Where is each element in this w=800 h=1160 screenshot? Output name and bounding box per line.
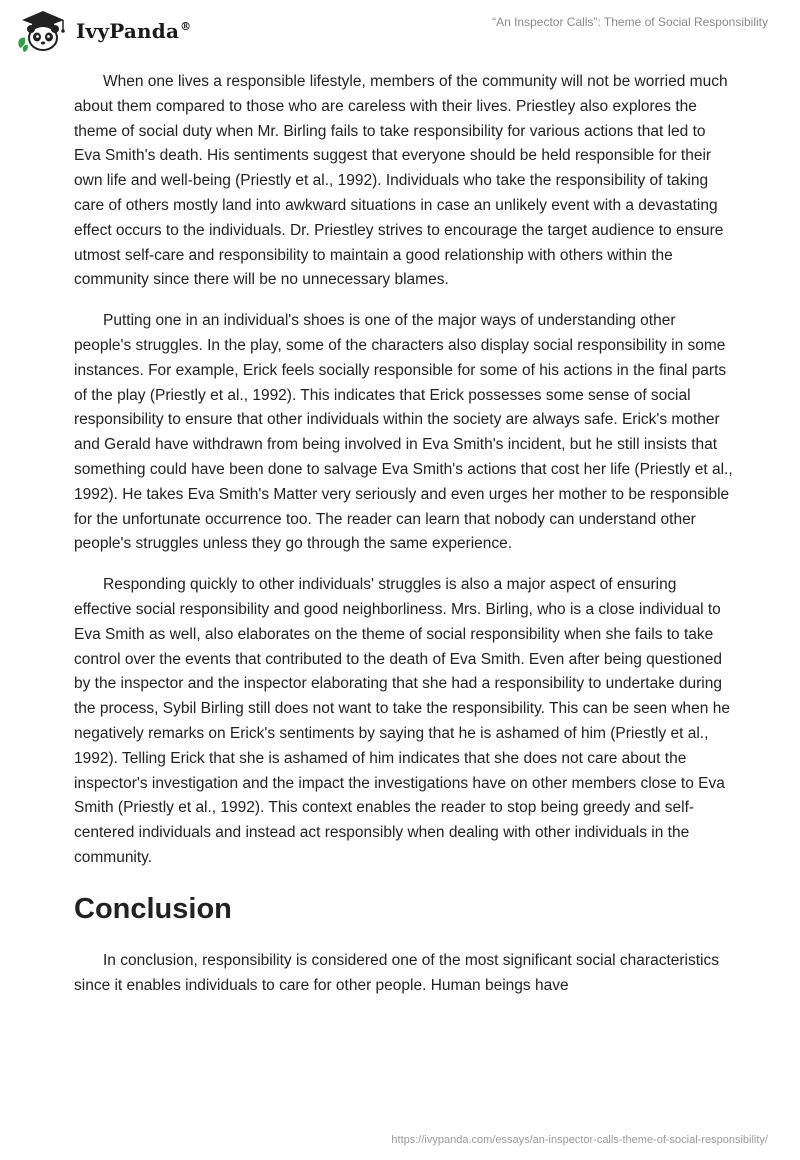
essay-body: [74, 70, 734, 1014]
page-header: [0, 0, 800, 60]
source-url[interactable]: https://ivypanda.com/essays/an-inspector-calls-theme-of-social-responsibility/: [391, 1134, 768, 1146]
brand-name: [76, 19, 191, 43]
conclusion-heading: Conclusion: [74, 892, 232, 925]
ivypanda-logo[interactable]: [14, 8, 191, 54]
brand-text: IvyPanda: [76, 19, 180, 43]
body-paragraph-2: Putting one in an individual's shoes is one of the major ways of understanding other people's struggles. In the play, some of the characters also display social responsibility in some instances. For example, Erick feels socially responsible for some of his actions in the final parts of the play (Priestly et al., 1992). This indicates that Erick possesses some sense of social responsibility to ensure that other individuals within the society are always safe. Erick's mother and Gerald have withdrawn from being involved in Eva Smith's incident, but he still insists that something could have been done to salvage Eva Smith's actions that cost her life (Priestly et al., 1992). He takes Eva Smith's Matter very seriously and even urges her mother to be responsible for the unfortunate occurrence too. The reader can learn that nobody can understand other people's struggles unless they go through the same experience.: [74, 312, 733, 553]
body-paragraph-1: When one lives a responsible lifestyle, members of the community will not be worried much about them compared to those who are careless with their lives. Priestley also explores the theme of social duty when Mr. Birling fails to take responsibility for various actions that led to Eva Smith's death. His sentiments suggest that everyone should be held responsible for their own life and well-being (Priestly et al., 1992). Individuals who take the responsibility of taking care of others mostly land into awkward situations in case an unlikely event with a devastating effect occurs to the individuals. Dr. Priestley strives to encourage the target audience to ensure utmost self-care and responsibility to maintain a good relationship with others within the community since there will be no unnecessary blames.: [74, 73, 728, 289]
registered-mark: ®: [180, 20, 192, 34]
body-paragraph-3: Responding quickly to other individuals' struggles is also a major aspect of ensuring effective social responsibility and good neighborliness. Mrs. Birling, who is a close individual to Eva Smith as well, also elaborates on the theme of social responsibility when she fails to take control over the events that contributed to the death of Eva Smith. Even after being questioned by the inspector and the inspector elaborating that she had a responsibility to undertake during the process, Sybil Birling still does not want to take the responsibility. This can be seen when he negatively remarks on Erick's sentiments by saying that he is ashamed of him (Priestly et al., 1992). Telling Erick that she is ashamed of him indicates that she does not care about the inspector's investigation and the impact the investigations have on other members close to Eva Smith (Priestly et al., 1992). This context enables the reader to stop being greedy and self-centered individuals and instead act responsibly when dealing with other individuals in the community.: [74, 576, 730, 866]
panda-graduation-cap-icon: [14, 8, 70, 54]
conclusion-paragraph: In conclusion, responsibility is considered one of the most significant social characteristics since it enables individuals to care for other people. Human beings have: [74, 951, 719, 994]
document-title: “An Inspector Calls”: Theme of Social Responsibility: [492, 15, 768, 29]
